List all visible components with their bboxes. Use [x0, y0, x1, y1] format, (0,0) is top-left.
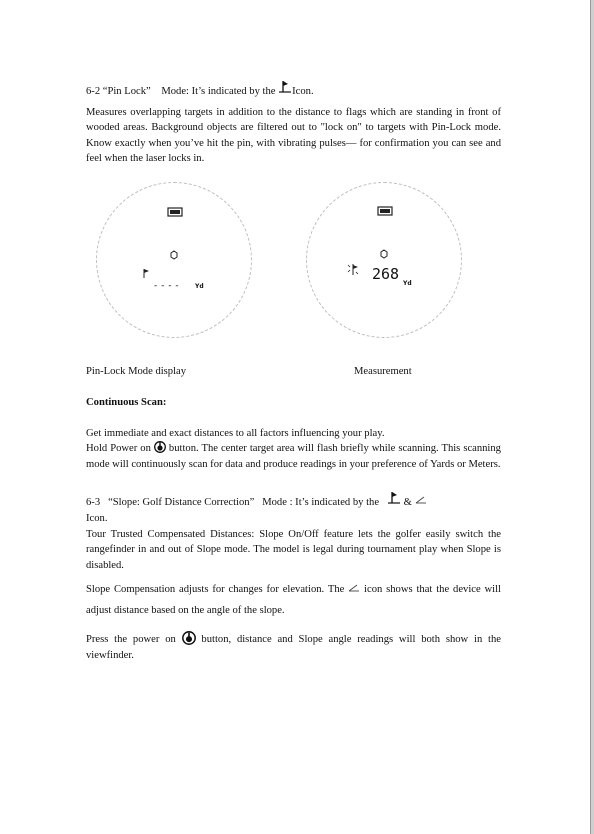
slope-ampersand: & [403, 497, 412, 509]
slope-icon-label: Icon. [86, 512, 108, 524]
caption-left: Pin-Lock Mode display [86, 365, 187, 377]
page-edge [590, 0, 594, 834]
slope-description: Tour Trusted Compensated Distances: Slope On/Off feature lets the golfer easily switch the rangefinder in and out of Slope mode. The model is legal during tournament play when Slope is disabled. [86, 528, 501, 571]
viewfinder-right [306, 182, 462, 338]
battery-icon [378, 207, 392, 215]
flag-icon [144, 269, 149, 278]
power-button-icon-2 [182, 631, 196, 645]
continuous-scan-title: Continuous Scan: [86, 396, 167, 408]
pin-flag-icon [278, 80, 292, 94]
right-unit: Yd [403, 279, 412, 287]
slope-compensation: Slope Compensation adjusts for changes for elevation. The icon shows that the device will adjust distance based on the angle of the slope. [86, 584, 501, 617]
pin-lock-title: 6-2 “Pin Lock” [86, 86, 151, 97]
continuous-line-1: Get immediate and exact distances to all factors influencing your play. [86, 427, 385, 439]
pin-lock-heading [86, 80, 501, 100]
slope-heading [86, 491, 501, 511]
target-icon [171, 251, 177, 259]
left-unit: Yd [195, 282, 204, 290]
pin-lock-flag-icon [348, 264, 358, 275]
press-power-text: Press the power on button, distance and Slope angle readings will both show in the viewfinder. [86, 631, 501, 663]
power-button-icon [154, 441, 166, 453]
viewfinder-left [96, 182, 252, 338]
diagram-captions [86, 364, 501, 380]
target-icon [381, 250, 387, 258]
viewfinder-diagrams [86, 170, 501, 364]
pin-lock-icon-suffix: Icon. [292, 86, 314, 97]
slope-angle-icon [415, 495, 427, 505]
battery-icon [168, 208, 182, 216]
pin-lock-description: Measures overlapping targets in addition to the distance to flags which are standing in front of wooded areas. Background objects are filtered out to "lock on" to targets with Pin-Lock mode. Know exactly when you’ve hit the pin, with vibrating pulses— for confirmation you can see and feel when the laser locks in. [86, 106, 501, 165]
slope-angle-icon-2 [348, 583, 360, 593]
pin-flag-icon-2 [387, 491, 401, 505]
left-distance-readout: - - - - [154, 280, 180, 291]
continuous-line-2: Hold Power on button. The center target area will flash briefly while scanning. This scanning mode will continuously scan for data and produce readings in your preference of Yards or Meters. [86, 443, 501, 470]
caption-right: Measurement [354, 365, 412, 377]
document-page [86, 80, 501, 664]
right-distance-readout: 268 [372, 264, 400, 283]
pin-lock-mode-text: Mode: It’s indicated by the [161, 86, 276, 97]
slope-title: 6-3 “Slope: Golf Distance Correction” Mode : It’s indicated by the [86, 497, 380, 509]
